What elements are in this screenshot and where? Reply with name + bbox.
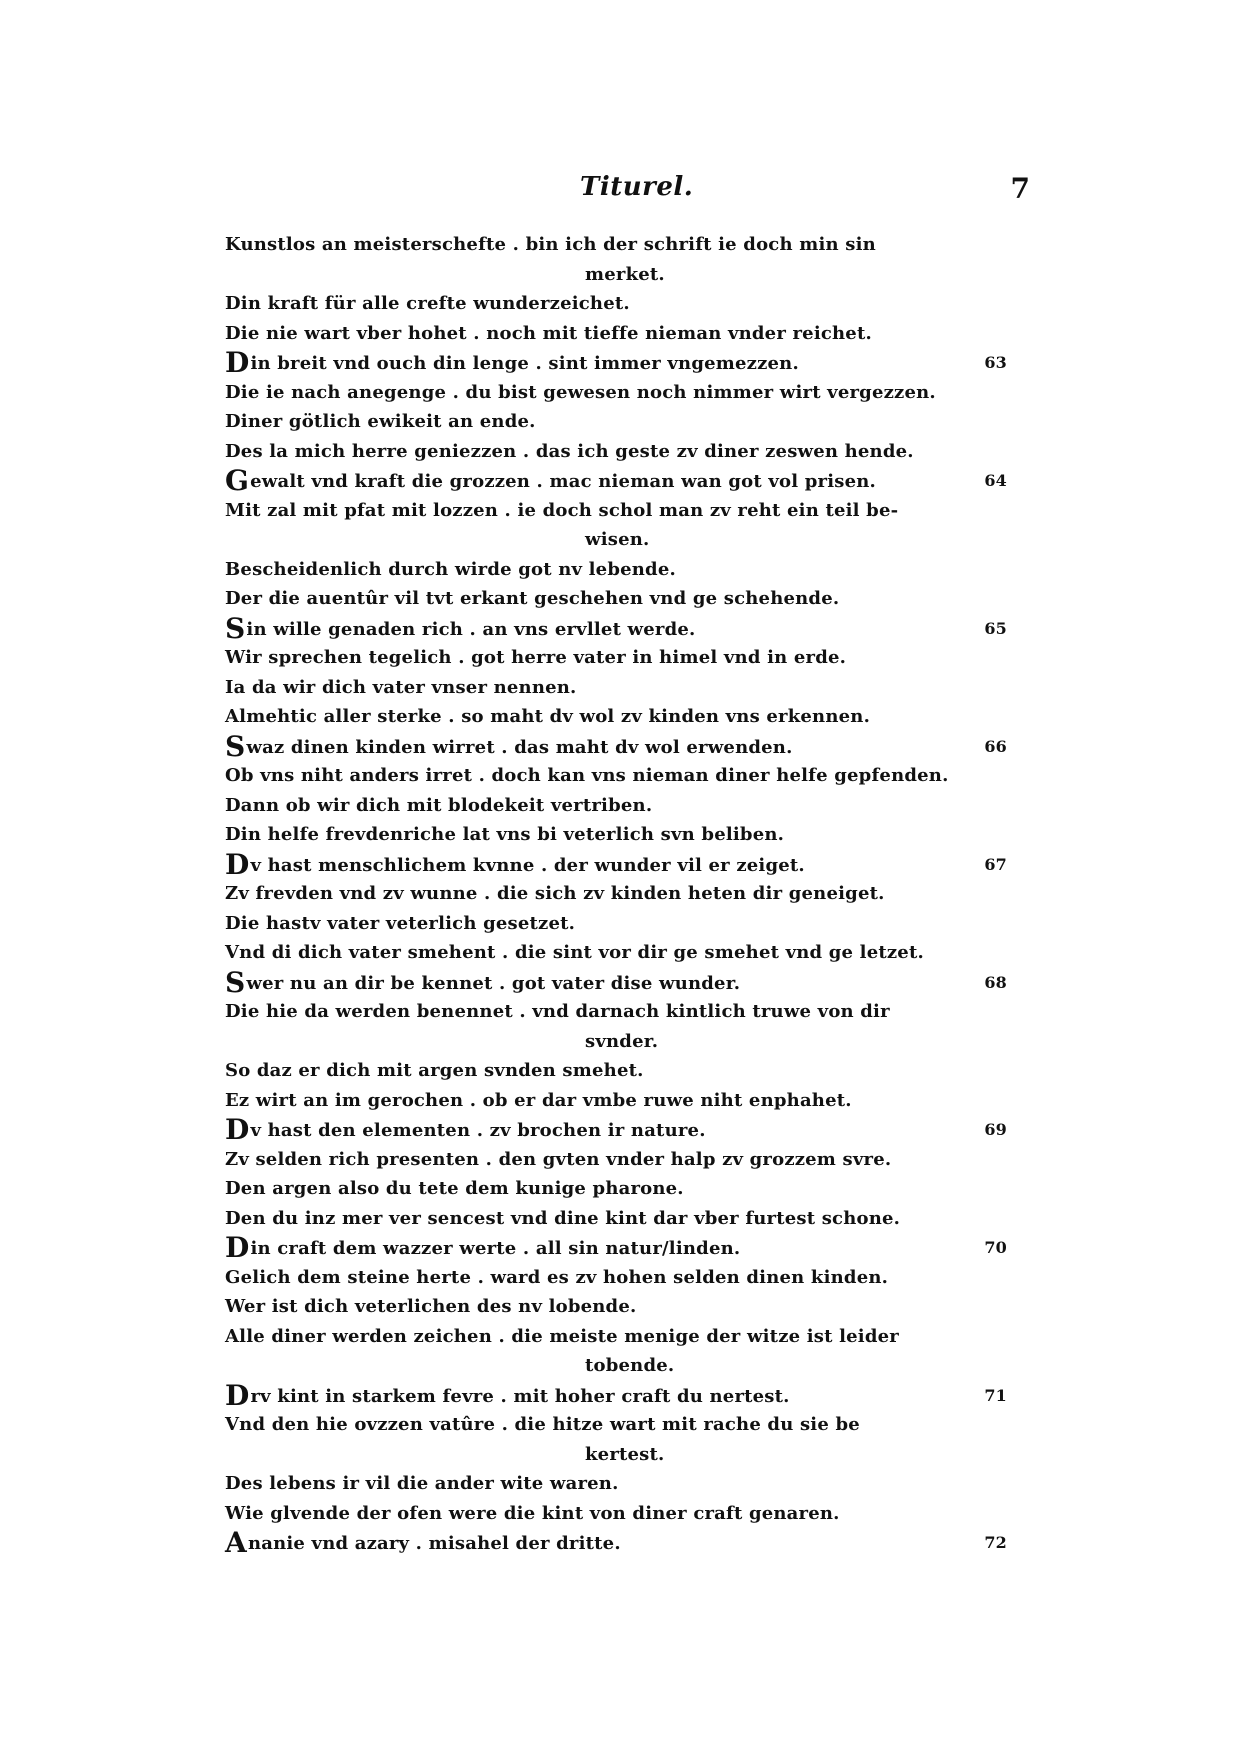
- stanza-number: 64: [984, 471, 1007, 490]
- text-line: [225, 555, 1025, 585]
- line-text: Mit zal mit pfat mit lozzen . ie doch schol man zv reht ein teil be-: [225, 499, 899, 521]
- line-text: svnder.: [585, 1030, 659, 1052]
- text-line: [225, 611, 1025, 645]
- text-line: [225, 643, 1025, 673]
- text-line: [225, 319, 1025, 349]
- line-text: Den du inz mer ver sencest vnd dine kint dar vber furtest schone.: [225, 1207, 901, 1229]
- text-line: [225, 791, 1025, 821]
- text-line: [225, 909, 1025, 939]
- stanza-number: 72: [984, 1533, 1007, 1552]
- line-text: Zv frevden vnd zv wunne . die sich zv kinden heten dir geneiget.: [225, 883, 885, 904]
- text-line: [225, 761, 1025, 791]
- line-text: Gelich dem steine herte . ward es zv hohen selden dinen kinden.: [225, 1266, 889, 1288]
- decorated-initial: D: [225, 1378, 250, 1412]
- line-text: Des la mich herre geniezzen . das ich geste zv diner zeswen hende.: [225, 440, 914, 462]
- text-line: [225, 997, 1025, 1027]
- decorated-initial: S: [225, 729, 246, 763]
- line-text: wisen.: [585, 529, 650, 550]
- text-line: [225, 702, 1025, 732]
- line-text: Zv selden rich presenten . den gvten vnder halp zv grozzem svre.: [225, 1148, 892, 1170]
- line-text: Die hastv vater veterlich gesetzet.: [225, 912, 576, 934]
- page-header: [230, 172, 1030, 212]
- line-text: Die ie nach anegenge . du bist gewesen noch nimmer wirt vergezzen.: [225, 381, 936, 403]
- line-text: kertest.: [585, 1443, 665, 1465]
- line-text: Kunstlos an meisterschefte . bin ich der schrift ie doch min sin: [225, 234, 876, 255]
- text-line: [225, 348, 1025, 378]
- text-line: [225, 938, 1025, 968]
- line-text: Die hie da werden benennet . vnd darnach kintlich truwe von dir: [225, 1001, 890, 1022]
- line-text: merket.: [585, 263, 665, 285]
- line-text: nanie vnd azary . misahel der dritte.: [247, 1533, 621, 1554]
- stanza-number: 65: [984, 618, 1007, 638]
- text-line-continuation: [225, 1440, 1025, 1470]
- line-text: Ez wirt an im gerochen . ob er dar vmbe ruwe niht enphahet.: [225, 1089, 852, 1111]
- text-line: [225, 673, 1025, 703]
- text-line: [225, 1410, 1025, 1440]
- line-text: Ia da wir dich vater vnser nennen.: [225, 676, 577, 698]
- text-line: [225, 847, 1025, 881]
- decorated-initial: D: [225, 346, 250, 379]
- line-text: rv kint in starkem fevre . mit hoher craft du nertest.: [250, 1385, 790, 1407]
- line-text: wer nu an dir be kennet . got vater dise wunder.: [246, 972, 741, 994]
- text-line: [225, 965, 1025, 999]
- decorated-initial: S: [225, 965, 246, 999]
- line-text: Vnd den hie ovzzen vatûre . die hitze wart mit rache du sie be: [225, 1414, 860, 1435]
- line-text: in breit vnd ouch din lenge . sint immer vngemezzen.: [250, 353, 799, 374]
- line-text: ewalt vnd kraft die grozzen . mac nieman wan got vol prisen.: [250, 471, 876, 492]
- text-line: [225, 1233, 1025, 1263]
- line-text: Wie glvende der ofen were die kint von diner craft genaren.: [225, 1502, 840, 1524]
- line-text: waz dinen kinden wirret . das maht dv wol erwenden.: [246, 736, 793, 758]
- line-text: in craft dem wazzer werte . all sin natur/linden.: [250, 1238, 741, 1259]
- stanza-number: 66: [984, 736, 1007, 756]
- line-text: Vnd di dich vater smehent . die sint vor dir ge smehet vnd ge letzet.: [225, 942, 924, 963]
- stanza-number: 71: [984, 1385, 1007, 1405]
- text-line-continuation: [225, 1351, 1025, 1381]
- line-text: Des lebens ir vil die ander wite waren.: [225, 1473, 619, 1494]
- text-line: [225, 289, 1025, 319]
- stanza-number: 68: [984, 972, 1007, 992]
- stanza-number: 69: [984, 1120, 1007, 1139]
- text-line: [225, 1528, 1025, 1558]
- line-text: Alle diner werden zeichen . die meiste menige der witze ist leider: [225, 1325, 899, 1347]
- text-line: [225, 1174, 1025, 1204]
- line-text: v hast den elementen . zv brochen ir nature.: [250, 1120, 706, 1141]
- line-text: Wir sprechen tegelich . got herre vater in himel vnd in erde.: [225, 647, 847, 668]
- text-line: [225, 1292, 1025, 1322]
- line-text: v hast menschlichem kvnne . der wunder vil er zeiget.: [250, 854, 805, 876]
- text-line: [225, 1145, 1025, 1175]
- text-line: [225, 1378, 1025, 1412]
- text-line: [225, 879, 1025, 909]
- line-text: Der die auentûr vil tvt erkant geschehen vnd ge schehende.: [225, 588, 840, 609]
- stanza-number: 67: [984, 854, 1007, 874]
- stanza-number: 63: [984, 353, 1007, 372]
- text-line-continuation: [225, 1027, 1025, 1057]
- decorated-initial: D: [225, 1113, 250, 1146]
- line-text: Ob vns niht anders irret . doch kan vns nieman diner helfe gepfenden.: [225, 765, 949, 786]
- text-line-continuation: [225, 260, 1025, 290]
- line-text: Din helfe frevdenriche lat vns bi veterlich svn beliben.: [225, 824, 785, 845]
- text-line: [225, 437, 1025, 467]
- running-title: Titurel.: [580, 172, 694, 202]
- line-text: Den argen also du tete dem kunige pharone.: [225, 1178, 684, 1199]
- line-text: Bescheidenlich durch wirde got nv lebende.: [225, 558, 676, 580]
- stanza-number: 70: [984, 1238, 1007, 1257]
- text-line: [225, 466, 1025, 496]
- text-line: [225, 729, 1025, 763]
- text-line: [225, 1086, 1025, 1116]
- text-line: [225, 1469, 1025, 1499]
- line-text: Din kraft für alle crefte wunderzeichet.: [225, 293, 630, 314]
- page-number: 7: [1010, 172, 1030, 205]
- decorated-initial: D: [225, 847, 250, 881]
- line-text: in wille genaden rich . an vns ervllet werde.: [246, 618, 696, 640]
- decorated-initial: A: [225, 1526, 247, 1559]
- line-text: tobende.: [585, 1355, 675, 1376]
- text-line-continuation: [225, 525, 1025, 555]
- text-line: [225, 1263, 1025, 1293]
- line-text: So daz er dich mit argen svnden smehet.: [225, 1060, 644, 1081]
- decorated-initial: D: [225, 1231, 250, 1264]
- line-text: Die nie wart vber hohet . noch mit tieffe nieman vnder reichet.: [225, 322, 872, 344]
- text-line: [225, 584, 1025, 614]
- text-line: [225, 1115, 1025, 1145]
- line-text: Dann ob wir dich mit blodekeit vertriben.: [225, 794, 653, 816]
- text-line: [225, 1322, 1025, 1352]
- text-line: [225, 1204, 1025, 1234]
- text-line: [225, 230, 1025, 260]
- text-line: [225, 1499, 1025, 1529]
- line-text: Wer ist dich veterlichen des nv lobende.: [225, 1296, 637, 1317]
- poem-text: [225, 230, 1025, 1558]
- line-text: Diner götlich ewikeit an ende.: [225, 411, 536, 432]
- decorated-initial: G: [225, 464, 250, 497]
- text-line: [225, 820, 1025, 850]
- text-line: [225, 496, 1025, 526]
- text-line: [225, 407, 1025, 437]
- decorated-initial: S: [225, 611, 246, 645]
- line-text: Almehtic aller sterke . so maht dv wol zv kinden vns erkennen.: [225, 706, 871, 727]
- text-line: [225, 1056, 1025, 1086]
- text-line: [225, 378, 1025, 408]
